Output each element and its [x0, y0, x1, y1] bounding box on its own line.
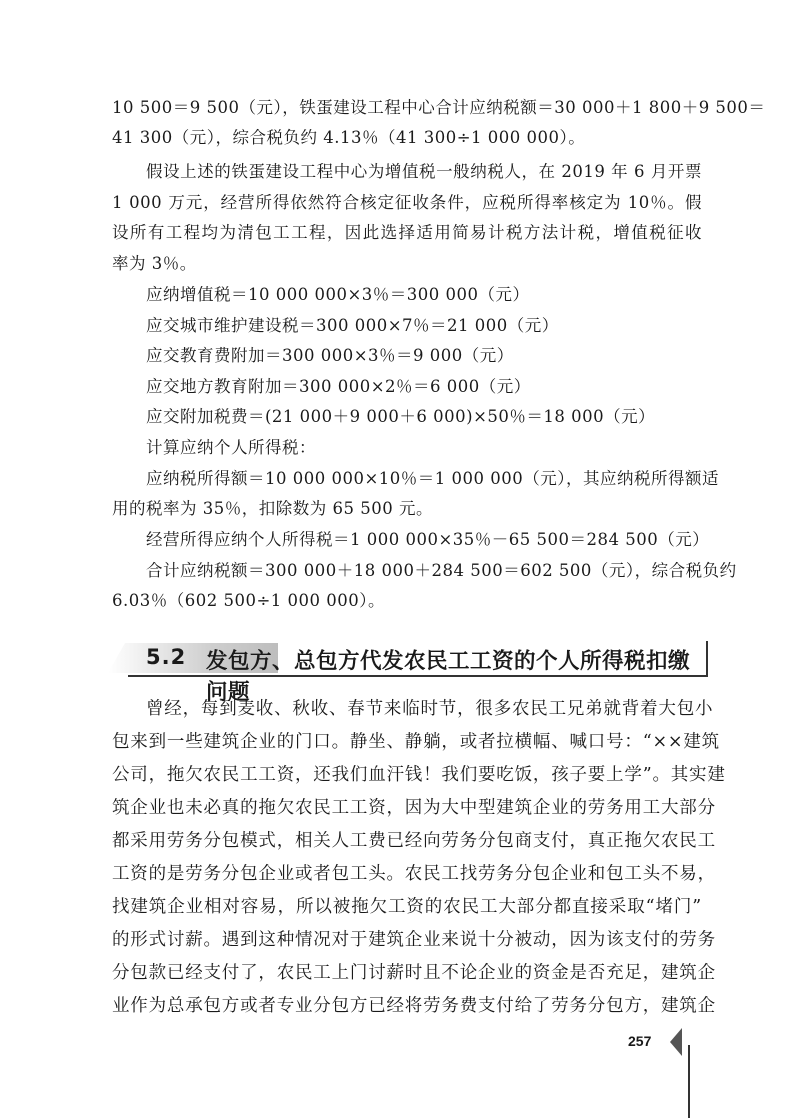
formula-line: 应交地方教育附加＝300 000×2％＝6 000（元） — [146, 377, 531, 396]
text-line: 用的税率为 35％，扣除数为 65 500 元。 — [112, 499, 433, 518]
text-line: 合计应纳税额＝300 000＋18 000＋284 500＝602 500（元），综合税负约 — [146, 561, 737, 580]
text-line: 6.03％（602 500÷1 000 000）。 — [112, 591, 386, 610]
text-line: 1 000 万元，经营所得依然符合核定征收条件，应税所得率核定为 10％。假 — [112, 193, 702, 212]
section-title: 发包方、总包方代发农民工工资的个人所得税扣缴问题 — [206, 649, 691, 705]
text-line: 应纳税所得额＝10 000 000×10％＝1 000 000（元），其应纳税所得额适 — [146, 469, 720, 488]
text-line: 设所有工程均为清包工工程，因此选择适用简易计税方法计税，增值税征收 — [112, 223, 702, 242]
text-line: 假设上述的铁蛋建设工程中心为增值税一般纳税人，在 2019 年 6 月开票 — [146, 162, 702, 181]
text-line: 曾经，每到麦收、秋收、春节来临时节，很多农民工兄弟就背着大包小 — [146, 699, 714, 719]
formula-line: 经营所得应纳个人所得税＝1 000 000×35％－65 500＝284 500（元） — [146, 530, 710, 549]
text-line: 筑企业也未必真的拖欠农民工工资，因为大中型建筑企业的劳务用工大部分 — [112, 798, 716, 818]
text-line: 分包款已经支付了，农民工上门讨薪时且不论企业的资金是否充足，建筑企 — [112, 963, 716, 983]
text-line: 业作为总承包方或者专业分包方已经将劳务费支付给了劳务分包方，建筑企 — [112, 996, 716, 1016]
page-tab-triangle-icon — [670, 1028, 682, 1056]
text-line: 找建筑企业相对容易，所以被拖欠工资的农民工大部分都直接采取“堵门” — [112, 897, 702, 917]
margin-rule — [688, 1045, 690, 1118]
text-line: 计算应纳个人所得税： — [146, 438, 316, 457]
text-line: 41 300（元），综合税负约 4.13％（41 300÷1 000 000）。 — [112, 128, 586, 147]
text-line: 公司，拖欠农民工工资，还我们血汗钱！我们要吃饭，孩子要上学”。其实建 — [112, 765, 726, 785]
page-number: 257 — [628, 1033, 652, 1049]
text-line: 工资的是劳务分包企业或者包工头。农民工找劳务分包企业和包工头不易， — [112, 864, 716, 884]
formula-line: 应交附加税费＝(21 000＋9 000＋6 000)×50％＝18 000（元） — [146, 407, 656, 426]
formula-line: 应纳增值税＝10 000 000×3％＝300 000（元） — [146, 285, 530, 304]
formula-line: 应交城市维护建设税＝300 000×7％＝21 000（元） — [146, 316, 559, 335]
text-line: 10 500＝9 500（元），铁蛋建设工程中心合计应纳税额＝30 000＋1 800＋9 500＝ — [112, 98, 766, 117]
text-line: 率为 3％。 — [112, 254, 197, 273]
text-line: 包来到一些建筑企业的门口。静坐、静躺，或者拉横幅、喊口号：“××建筑 — [112, 732, 720, 752]
formula-line: 应交教育费附加＝300 000×3％＝9 000（元） — [146, 346, 514, 365]
section-heading — [108, 637, 708, 705]
text-line: 都采用劳务分包模式，相关人工费已经向劳务分包商支付，真正拖欠农民工 — [112, 831, 716, 851]
section-number: 5.2 — [146, 645, 187, 669]
text-line: 的形式讨薪。遇到这种情况对于建筑企业来说十分被动，因为该支付的劳务 — [112, 930, 716, 950]
